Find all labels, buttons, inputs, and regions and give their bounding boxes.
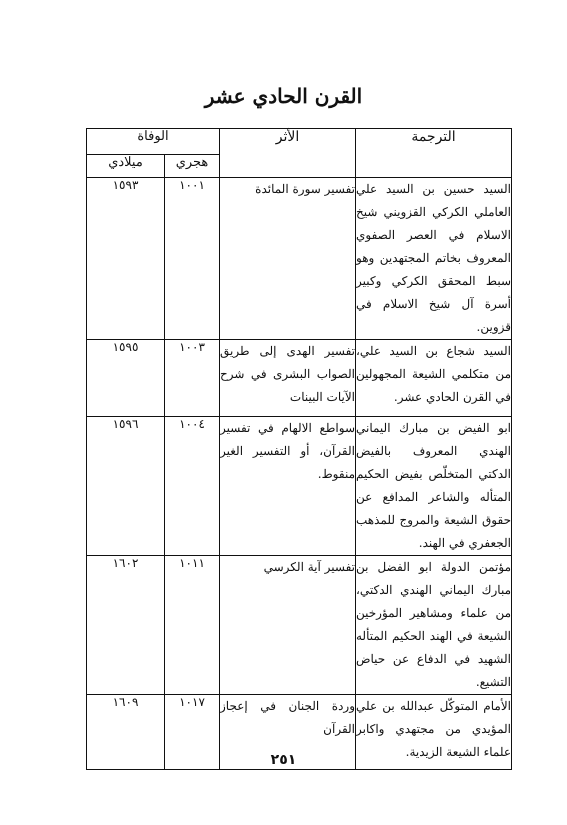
page-number: ٢٥١ [270, 752, 297, 768]
page-title: القرن الحادي عشر [204, 84, 363, 108]
work-cell: وردة الجنان في إعجاز القرآن [220, 695, 356, 770]
work-cell: تفسير الهدى إلى طريق الصواب البشرى في شرح الآيات البينات [220, 340, 356, 417]
table-row [87, 178, 512, 340]
biography-table [86, 128, 512, 770]
table-row [87, 340, 512, 417]
hijri-cell: ١٠٠٤ [165, 417, 220, 556]
header-death: الوفاة [87, 129, 220, 155]
table-header-row [87, 129, 512, 155]
bio-cell: السيد شجاع بن السيد علي، من متكلمي الشيعة المجهولين في القرن الحادي عشر. [356, 340, 512, 417]
work-cell: تفسير سورة المائدة [220, 178, 356, 340]
gregorian-cell: ١٦٠٩ [87, 695, 165, 770]
gregorian-cell: ١٥٩٦ [87, 417, 165, 556]
table-row [87, 417, 512, 556]
bio-cell: الأمام المتوكّل عبدالله بن علي المؤيدي من مجتهدي واكابر علماء الشيعة الزيدية. [356, 695, 512, 770]
hijri-cell: ١٠٠١ [165, 178, 220, 340]
header-hijri: هجري [165, 154, 220, 177]
bio-cell: السيد حسين بن السيد علي العاملي الكركي القزويني شيخ الاسلام في العصر الصفوي المعروف بخاتم المجتهدين وهو سبط المحقق الكركي وكبير أسرة آل شيخ الاسلام في قزوين. [356, 178, 512, 340]
hijri-cell: ١٠٠٣ [165, 340, 220, 417]
header-work: الأثر [220, 129, 356, 178]
bio-cell: ابو الفيض بن مبارك اليماني الهندي المعروف بالفيض الدكتي المتخلّص بفيض الحكيم المتأله والشاعر المدافع عن حقوق الشيعة والمروج للمذهب الجعفري في الهند. [356, 417, 512, 556]
work-cell: تفسير آية الكرسي [220, 556, 356, 695]
gregorian-cell: ١٥٩٥ [87, 340, 165, 417]
gregorian-cell: ١٦٠٢ [87, 556, 165, 695]
bio-cell: مؤتمن الدولة ابو الفضل بن مبارك اليماني الهندي الدكتي، من علماء ومشاهير المؤرخين الشيعة في الهند الحكيم المتأله الشهيد في الدفاع عن حياض التشيع. [356, 556, 512, 695]
hijri-cell: ١٠١٧ [165, 695, 220, 770]
gregorian-cell: ١٥٩٣ [87, 178, 165, 340]
hijri-cell: ١٠١١ [165, 556, 220, 695]
table-row [87, 556, 512, 695]
header-bio: الترجمة [356, 129, 512, 178]
work-cell: سواطع الالهام في تفسير القرآن، أو التفسير الغير منقوط. [220, 417, 356, 556]
header-gregorian: ميلادي [87, 154, 165, 177]
